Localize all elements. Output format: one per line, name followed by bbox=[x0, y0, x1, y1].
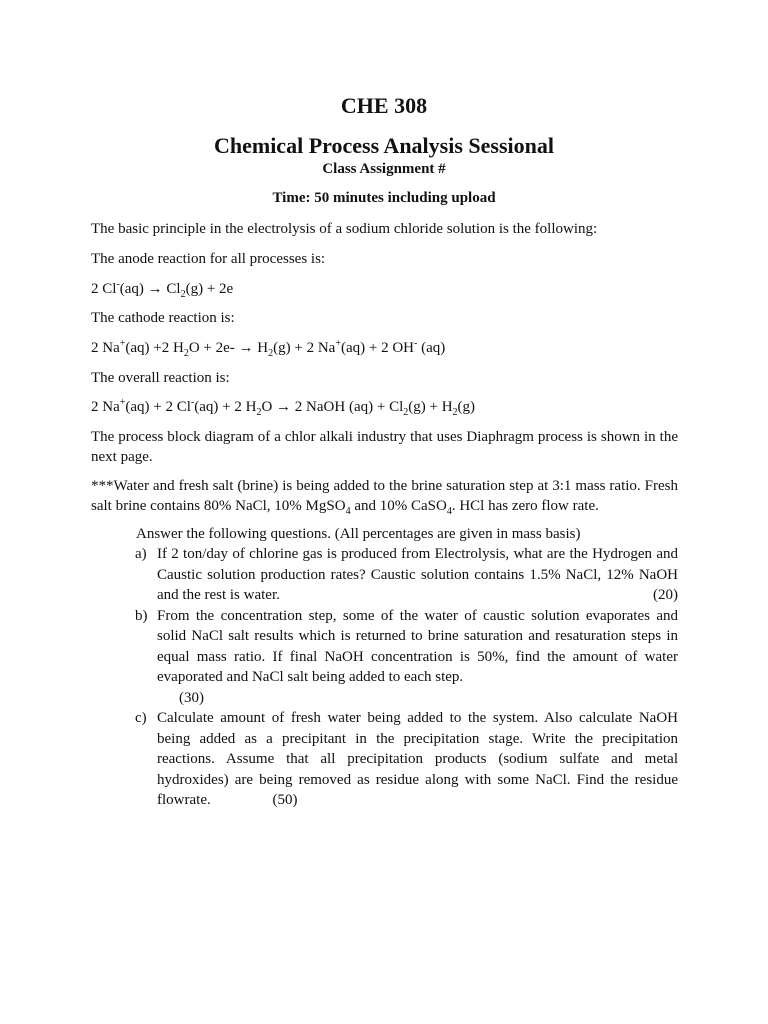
anode-heading: The anode reaction for all processes is: bbox=[91, 251, 326, 267]
question-letter: a) bbox=[135, 546, 147, 562]
questions-intro: Answer the following questions. (All percentages are given in mass basis) bbox=[136, 526, 581, 542]
question-list bbox=[135, 544, 678, 811]
intro-paragraph: The basic principle in the electrolysis of a sodium chloride solution is the following: bbox=[91, 221, 598, 237]
question-text: If 2 ton/day of chlorine gas is produced from Electrolysis, what are the Hydrogen and Caustic solution production rates? Caustic solution contains 1.5% NaCl, 12% NaOH and the rest is water. bbox=[157, 546, 678, 603]
diagram-paragraph: The process block diagram of a chlor alkali industry that uses Diaphragm process is shown in the next page. bbox=[91, 429, 678, 465]
time-limit: Time: 50 minutes including upload bbox=[272, 190, 496, 206]
question-text: Calculate amount of fresh water being added to the system. Also calculate NaOH being added as a precipitant in the precipitation stage. Write the precipitation reactions. Assume that all precipitation products (sodium sulfate and metal hydroxides) are being removed as residue along with some NaCl. Find the residue flowrate. bbox=[157, 710, 678, 808]
cathode-heading: The cathode reaction is: bbox=[91, 310, 235, 326]
course-code: CHE 308 bbox=[340, 93, 428, 118]
overall-heading: The overall reaction is: bbox=[91, 370, 230, 386]
assignment-label: Class Assignment # bbox=[322, 161, 446, 177]
cathode-equation: 2 Na+(aq) +2 $H_2O + 2e- \to H_2(g) + 2$ Na+(aq) + 2 OH- (aq) bbox=[91, 338, 446, 359]
question-item bbox=[135, 544, 678, 606]
overall-equation: 2 Na+(aq) + 2 Cl-(aq) + 2 $H_2O \to 2$ NaOH $(aq) + Cl_2(g) + H_2(g)$ bbox=[91, 397, 476, 418]
question-letter: b) bbox=[135, 607, 148, 624]
question-marks: (50) bbox=[272, 792, 298, 808]
course-title: Chemical Process Analysis Sessional bbox=[213, 133, 554, 158]
question-item bbox=[135, 708, 678, 811]
question-marks: (30) bbox=[179, 689, 204, 706]
question-text: From the concentration step, some of the water of caustic solution evaporates and solid NaCl salt results which is returned to brine saturation and resaturation steps in equal mass ratio. If final NaOH concentration is 50%, find the amount of water evaporated and NaCl salt being added to each step. bbox=[157, 607, 678, 685]
brine-note: ***Water and fresh salt (brine) is being added to the brine saturation step at 3:1 mass ratio. Fresh salt brine contains 80% NaCl, 10% MgSO$_4$ and 10% CaSO$_4$. HCl has zero flow rate. bbox=[91, 478, 678, 517]
question-item bbox=[135, 606, 678, 709]
question-letter: c) bbox=[135, 710, 147, 726]
anode-equation: 2 $Cl^-(aq) \to Cl_2(g) + 2e$ bbox=[91, 279, 234, 300]
question-marks: (20) bbox=[653, 587, 678, 603]
